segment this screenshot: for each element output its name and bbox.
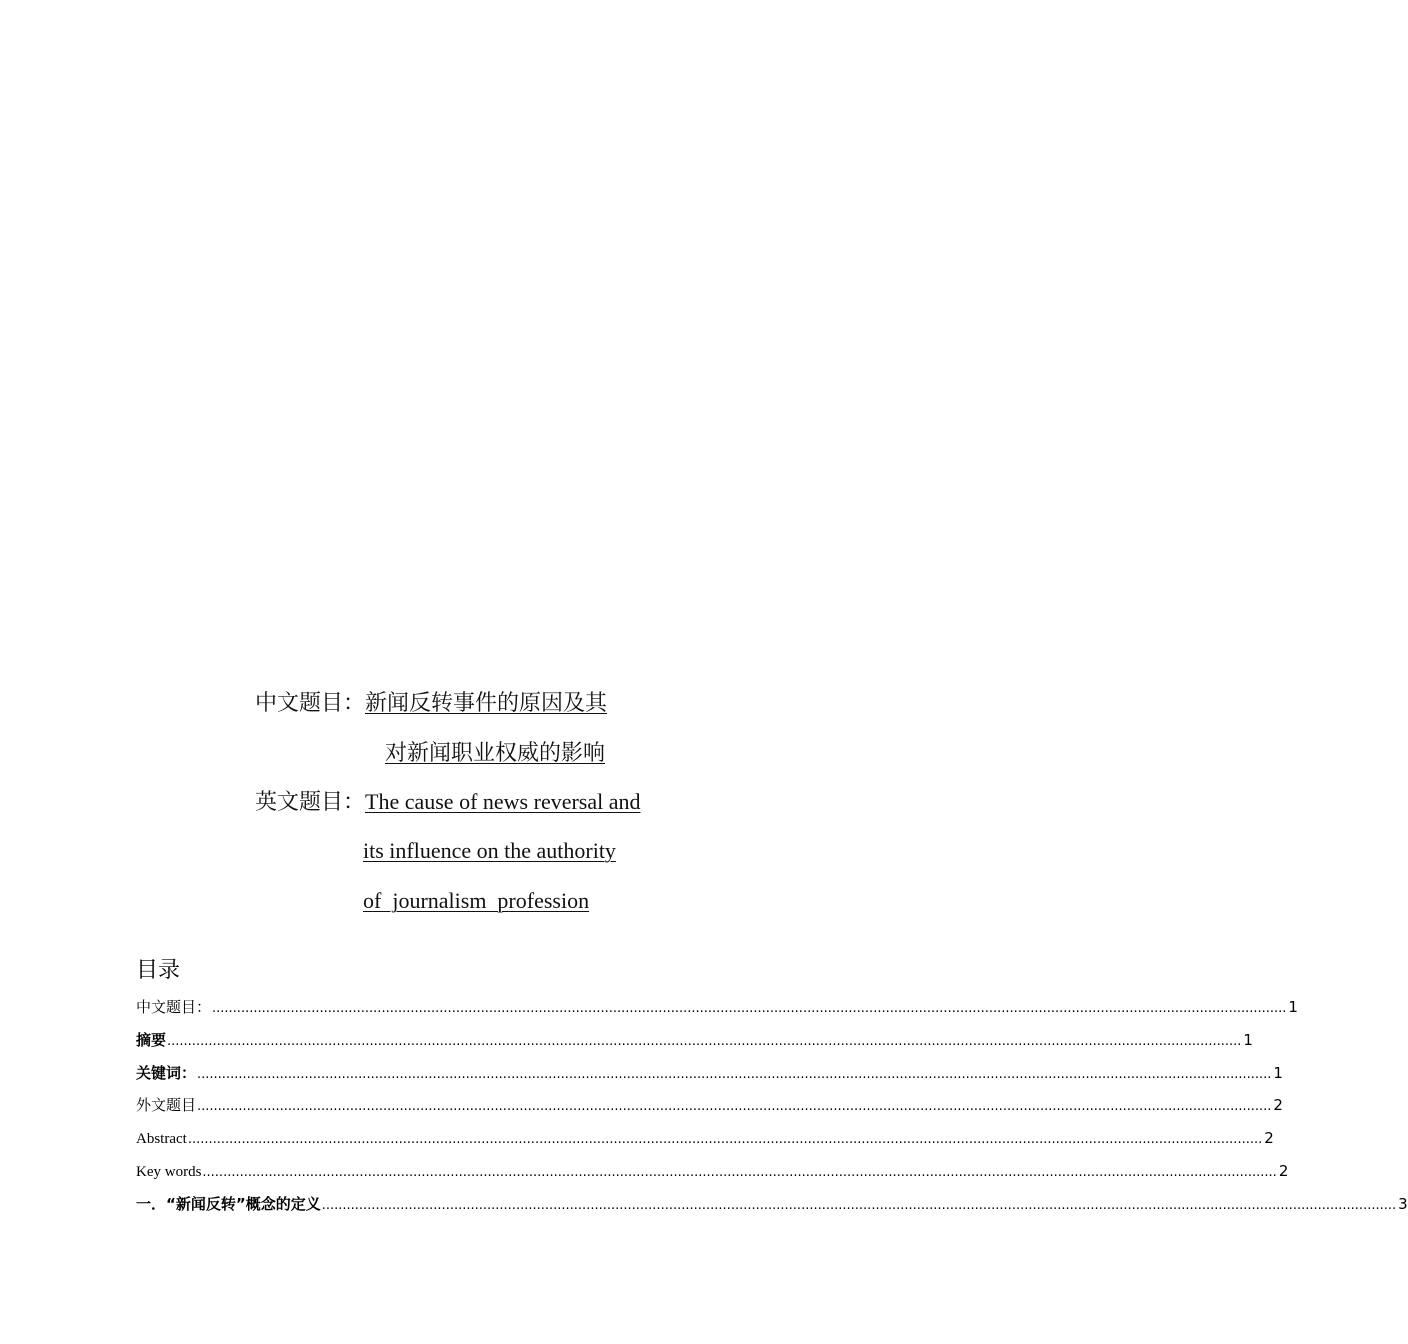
toc-page-number: 1 <box>1273 1064 1283 1082</box>
toc-entry-label: Key words <box>136 1164 202 1180</box>
toc-page-number: 2 <box>1278 1162 1289 1180</box>
toc-dot-leader: .................................................................................................................................................................................................................................................................... <box>197 1067 1272 1082</box>
toc-dot-leader: .................................................................................................................................................................................................................................................................... <box>202 1165 1277 1180</box>
toc-dot-leader: .................................................................................................................................................................................................................................................................... <box>167 1034 1242 1049</box>
en-title-text-2: its influence on the authority <box>363 838 616 863</box>
cn-title-label: 中文题目： <box>255 690 366 715</box>
toc-page-number: 2 <box>1264 1129 1274 1147</box>
toc-entry-label: 一．“新闻反转”概念的定义 <box>136 1195 321 1213</box>
cn-title-line-1 <box>255 688 607 718</box>
toc-entry-section-1[interactable] <box>136 1192 1408 1216</box>
toc-page-number: 1 <box>1243 1031 1253 1049</box>
en-title-text-3: of journalism profession <box>363 888 590 913</box>
en-title-line-2 <box>363 836 616 866</box>
cn-title-line-2 <box>385 738 605 768</box>
toc-page-number: 1 <box>1288 998 1298 1016</box>
toc-entry-label: 关键词： <box>136 1064 197 1082</box>
toc-page-number: 3 <box>1398 1195 1408 1213</box>
cn-title-text-1: 新闻反转事件的原因及其 <box>365 690 608 715</box>
toc-entry-abstract-cn[interactable] <box>136 1028 1253 1052</box>
toc-entry-keywords-en[interactable] <box>136 1159 1289 1183</box>
en-title-text-1: The cause of news reversal and <box>365 789 641 814</box>
toc-dot-leader: .................................................................................................................................................................................................................................................................... <box>197 1099 1272 1114</box>
toc-dot-leader: .................................................................................................................................................................................................................................................................... <box>321 1198 1397 1213</box>
toc-entry-abstract-en[interactable] <box>136 1126 1274 1150</box>
toc-page-number: 2 <box>1273 1096 1283 1114</box>
toc-entry-foreign-title[interactable] <box>136 1093 1283 1117</box>
en-title-line-1 <box>255 787 641 817</box>
cn-title-text-2: 对新闻职业权威的影响 <box>385 740 606 765</box>
toc-heading: 目录 <box>136 958 181 983</box>
en-title-line-3 <box>363 886 589 916</box>
toc-entry-label: Abstract <box>136 1131 187 1147</box>
en-title-label: 英文题目： <box>255 789 366 814</box>
toc-entry-keywords-cn[interactable] <box>136 1061 1283 1085</box>
toc-dot-leader: .................................................................................................................................................................................................................................................................... <box>187 1132 1263 1147</box>
toc-entry-label: 中文题目： <box>136 998 212 1016</box>
toc-entry-label: 外文题目 <box>136 1096 197 1114</box>
toc-entry-cn-title[interactable] <box>136 995 1298 1019</box>
toc-entry-label: 摘要 <box>136 1031 167 1049</box>
toc-dot-leader: .................................................................................................................................................................................................................................................................... <box>212 1001 1287 1016</box>
